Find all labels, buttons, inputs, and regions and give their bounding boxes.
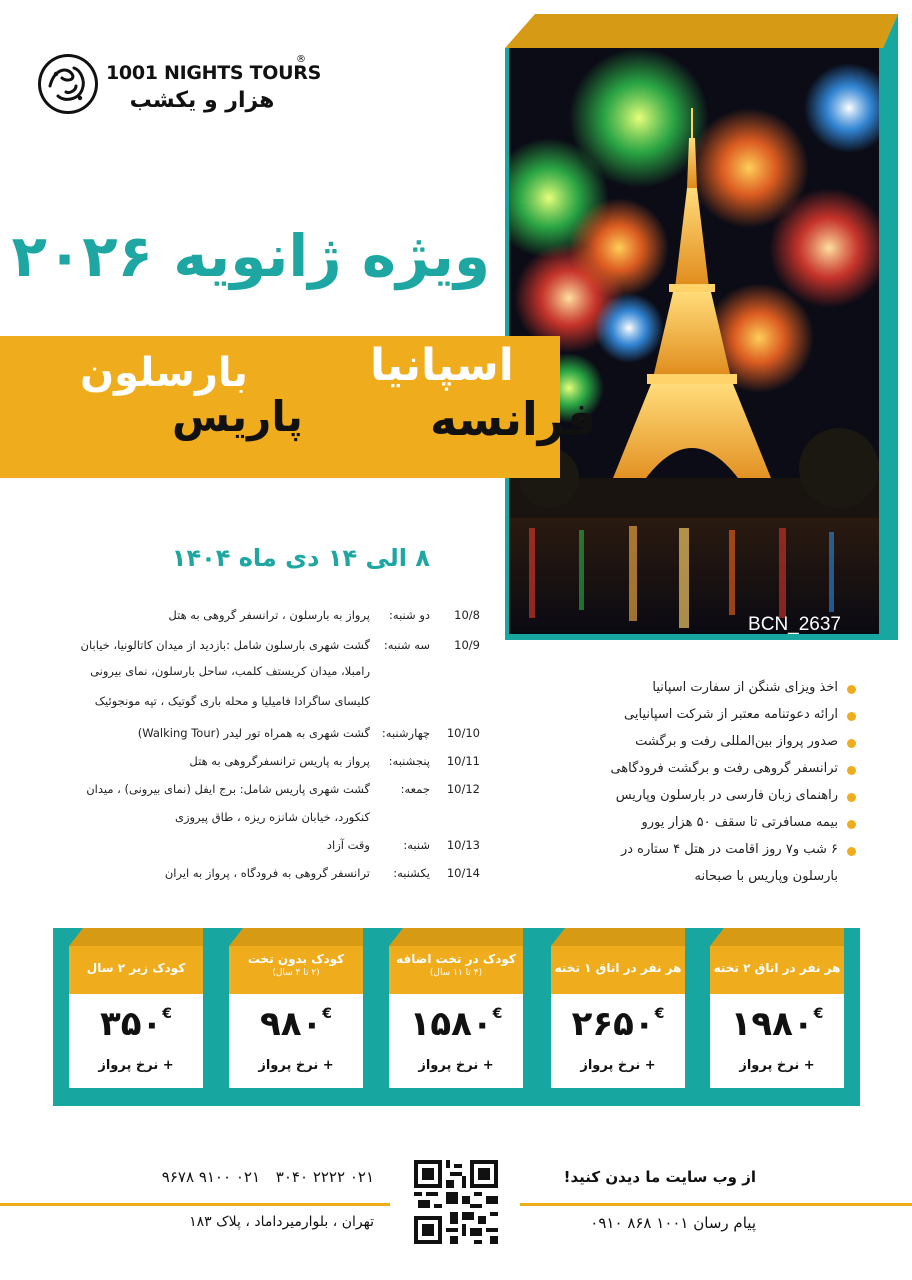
- price-card-child-no-bed: [219, 928, 363, 1106]
- price-card-body: [389, 994, 523, 1088]
- bullet-dot-icon: [847, 712, 856, 721]
- euro-symbol: €: [654, 1006, 665, 1022]
- itinerary-desc: ترانسفر گروهی به فرودگاه ، پرواز به ایران: [164, 866, 370, 880]
- card-tab-bevel: [710, 928, 844, 946]
- feature-text: صدور پرواز بین‌المللی رفت و برگشت: [635, 734, 838, 749]
- flight-note: + نرخ پرواز: [98, 1058, 174, 1073]
- itinerary-desc-cont: کنکورد، خیابان شانزه ریزه ، طاق پیروزی: [174, 810, 370, 824]
- footer-divider-left: [0, 1203, 390, 1206]
- qr-code-icon[interactable]: [414, 1160, 498, 1244]
- price-label-text: کودک در تخت اضافه: [396, 952, 516, 966]
- destination-barcelona: بارسلون: [80, 350, 248, 396]
- price-label-text: کودک زیر ۲ سال: [86, 961, 186, 975]
- itinerary-row: [40, 866, 480, 886]
- price-card-label: [389, 946, 523, 994]
- itinerary-day: یکشنبه:: [393, 866, 430, 880]
- price-card-body: [69, 994, 203, 1088]
- itinerary-desc: گشت شهری به همراه تور لیدر (Walking Tour): [137, 726, 370, 740]
- itinerary-desc: گشت شهری بارسلون شامل :بازدید از میدان کاتالونیا، خیابان: [80, 638, 370, 652]
- itinerary-row: [40, 754, 480, 774]
- price-label-sub: (۲ تا ۴ سال): [272, 968, 320, 978]
- itinerary-desc: وقت آزاد: [326, 838, 370, 852]
- itinerary-date: 10/11: [446, 754, 480, 768]
- price-number: ۳۵۰: [99, 1004, 163, 1044]
- bullet-dot-icon: [847, 766, 856, 775]
- eiffel-tower-illustration: [509, 48, 879, 634]
- itinerary-date: 10/12: [446, 782, 480, 796]
- phone-number-1[interactable]: ۰۲۱ ۲۲۲۲ ۳۰۴۰: [275, 1168, 374, 1186]
- itinerary-day: چهارشنبه:: [381, 726, 430, 740]
- eiffel-fireworks-photo: [509, 48, 879, 634]
- price-value: [710, 1004, 844, 1044]
- price-label-text: کودک بدون تخت: [247, 952, 345, 966]
- feature-item: [540, 680, 860, 707]
- itinerary-day: سه شنبه:: [383, 638, 430, 652]
- brand-name-en: 1001 NIGHTS TOURS: [106, 62, 321, 84]
- price-number: ۱۵۸۰: [409, 1004, 493, 1044]
- bullet-dot-icon: [847, 847, 856, 856]
- price-number: ۱۹۸۰: [730, 1004, 814, 1044]
- euro-symbol: €: [322, 1006, 332, 1022]
- feature-text: ارائه دعوتنامه معتبر از شرکت اسپانیایی: [624, 707, 838, 722]
- price-card-double-room: [700, 928, 844, 1106]
- logo-emblem-icon: [36, 52, 100, 116]
- card-tab-bevel: [69, 928, 203, 946]
- feature-item: [540, 734, 860, 761]
- flight-note: + نرخ پرواز: [739, 1058, 815, 1073]
- destination-spain: اسپانیا: [370, 340, 514, 391]
- itinerary-day: پنجشنبه:: [388, 754, 430, 768]
- price-value: [551, 1004, 685, 1044]
- feature-item: [540, 842, 860, 869]
- phone-number-2[interactable]: ۰۲۱ ۹۱۰۰ ۹۶۷۸: [161, 1168, 260, 1186]
- bullet-dot-icon: [847, 685, 856, 694]
- euro-symbol: €: [813, 1006, 824, 1022]
- itinerary-date: 10/8: [454, 608, 480, 622]
- itinerary-day: دو شنبه:: [389, 608, 430, 622]
- itinerary-row: [40, 782, 480, 802]
- page-title: ویژه ژانویه ۲۰۲۶: [11, 222, 490, 290]
- itinerary-desc-cont: کلیسای ساگرادا فامیلیا و محله باری گوتیک ، تپه مونجوئیک: [94, 694, 370, 708]
- brand-name-fa: هزار و یکشب: [129, 88, 275, 113]
- itinerary-row: [40, 838, 480, 858]
- photo-code: BCN_2637: [748, 614, 841, 634]
- itinerary-desc-cont: رامبلا، میدان کریستف کلمب، ساحل بارسلون، نمای بیرونی: [90, 664, 370, 678]
- price-card-label: [710, 946, 844, 994]
- card-tab-bevel: [389, 928, 523, 946]
- price-card-child-extra-bed: [379, 928, 523, 1106]
- price-card-body: [551, 994, 685, 1088]
- website-prompt: از وب سایت ما دیدن کنید!: [563, 1168, 756, 1186]
- bullet-dot-icon: [847, 820, 856, 829]
- euro-symbol: €: [492, 1006, 503, 1022]
- price-label-text: هر نفر در اتاق ۱ تخته: [554, 961, 682, 975]
- feature-item: [540, 761, 860, 788]
- price-card-label: [69, 946, 203, 994]
- itinerary: [40, 602, 480, 892]
- hero-photo-frame: [505, 14, 898, 640]
- itinerary-desc: گشت شهری پاریس شامل: برج ایفل (نمای بیرونی) ، میدان: [86, 782, 370, 796]
- euro-symbol: €: [162, 1006, 172, 1022]
- price-number: ۲۶۵۰: [571, 1004, 655, 1044]
- bullet-dot-icon: [847, 793, 856, 802]
- itinerary-desc: پرواز به بارسلون ، ترانسفر گروهی به هتل: [168, 608, 370, 622]
- card-tab-bevel: [229, 928, 363, 946]
- sms-number[interactable]: پیام رسان ۱۰۰۱ ۸۶۸ ۰۹۱۰: [590, 1214, 756, 1232]
- price-card-label: [229, 946, 363, 994]
- price-card-label: [551, 946, 685, 994]
- bullet-dot-icon: [847, 739, 856, 748]
- price-label-text: هر نفر در اتاق ۲ تخته: [713, 961, 841, 975]
- destination-paris: پاریس: [172, 392, 303, 441]
- itinerary-desc: پرواز به پاریس ترانسفرگروهی به هتل: [189, 754, 370, 768]
- price-card-body: [229, 994, 363, 1088]
- itinerary-date: 10/9: [454, 638, 480, 652]
- feature-text: اخذ ویزای شنگن از سفارت اسپانیا: [652, 680, 838, 695]
- feature-item: [540, 707, 860, 734]
- itinerary-date: 10/14: [446, 866, 480, 880]
- feature-text-cont: بارسلون وپاریس با صبحانه: [694, 869, 838, 884]
- price-card-infant: [59, 928, 203, 1106]
- itinerary-date: 10/10: [446, 726, 480, 740]
- itinerary-day: جمعه:: [400, 782, 430, 796]
- tour-dates: ۸ الی ۱۴ دی ماه ۱۴۰۴: [171, 544, 430, 572]
- card-tab-bevel: [551, 928, 685, 946]
- price-value: [69, 1004, 203, 1044]
- destination-france: فرانسه: [430, 392, 597, 446]
- itinerary-row: [40, 608, 480, 628]
- itinerary-row: [40, 638, 480, 658]
- brand-logo: [36, 52, 321, 122]
- frame-top-bevel: [505, 14, 898, 48]
- feature-text: ترانسفر گروهی رفت و برگشت فرودگاهی: [610, 761, 838, 776]
- price-card-single-room: [541, 928, 685, 1106]
- pricing-panel: [53, 928, 860, 1106]
- feature-item: [540, 788, 860, 815]
- footer-divider-right: [520, 1203, 912, 1206]
- price-number: ۹۸۰: [259, 1004, 323, 1044]
- flight-note: + نرخ پرواز: [418, 1058, 494, 1073]
- itinerary-row: [40, 726, 480, 746]
- office-address: تهران ، بلوارمیرداماد ، پلاک ۱۸۳: [189, 1214, 374, 1230]
- features-list: [540, 680, 860, 893]
- flight-note: + نرخ پرواز: [580, 1058, 656, 1073]
- price-value: [389, 1004, 523, 1044]
- price-value: [229, 1004, 363, 1044]
- registered-mark: ®: [296, 54, 306, 65]
- feature-text: راهنمای زبان فارسی در بارسلون وپاریس: [615, 788, 838, 803]
- itinerary-date: 10/13: [446, 838, 480, 852]
- flight-note: + نرخ پرواز: [258, 1058, 334, 1073]
- price-card-body: [710, 994, 844, 1088]
- feature-text: بیمه مسافرتی تا سقف ۵۰ هزار یورو: [641, 815, 838, 830]
- feature-item: [540, 815, 860, 842]
- itinerary-day: شنبه:: [403, 838, 430, 852]
- feature-text: ۶ شب و۷ روز اقامت در هتل ۴ ستاره در: [620, 842, 838, 857]
- price-label-sub: (۴ تا ۱۱ سال): [429, 968, 483, 978]
